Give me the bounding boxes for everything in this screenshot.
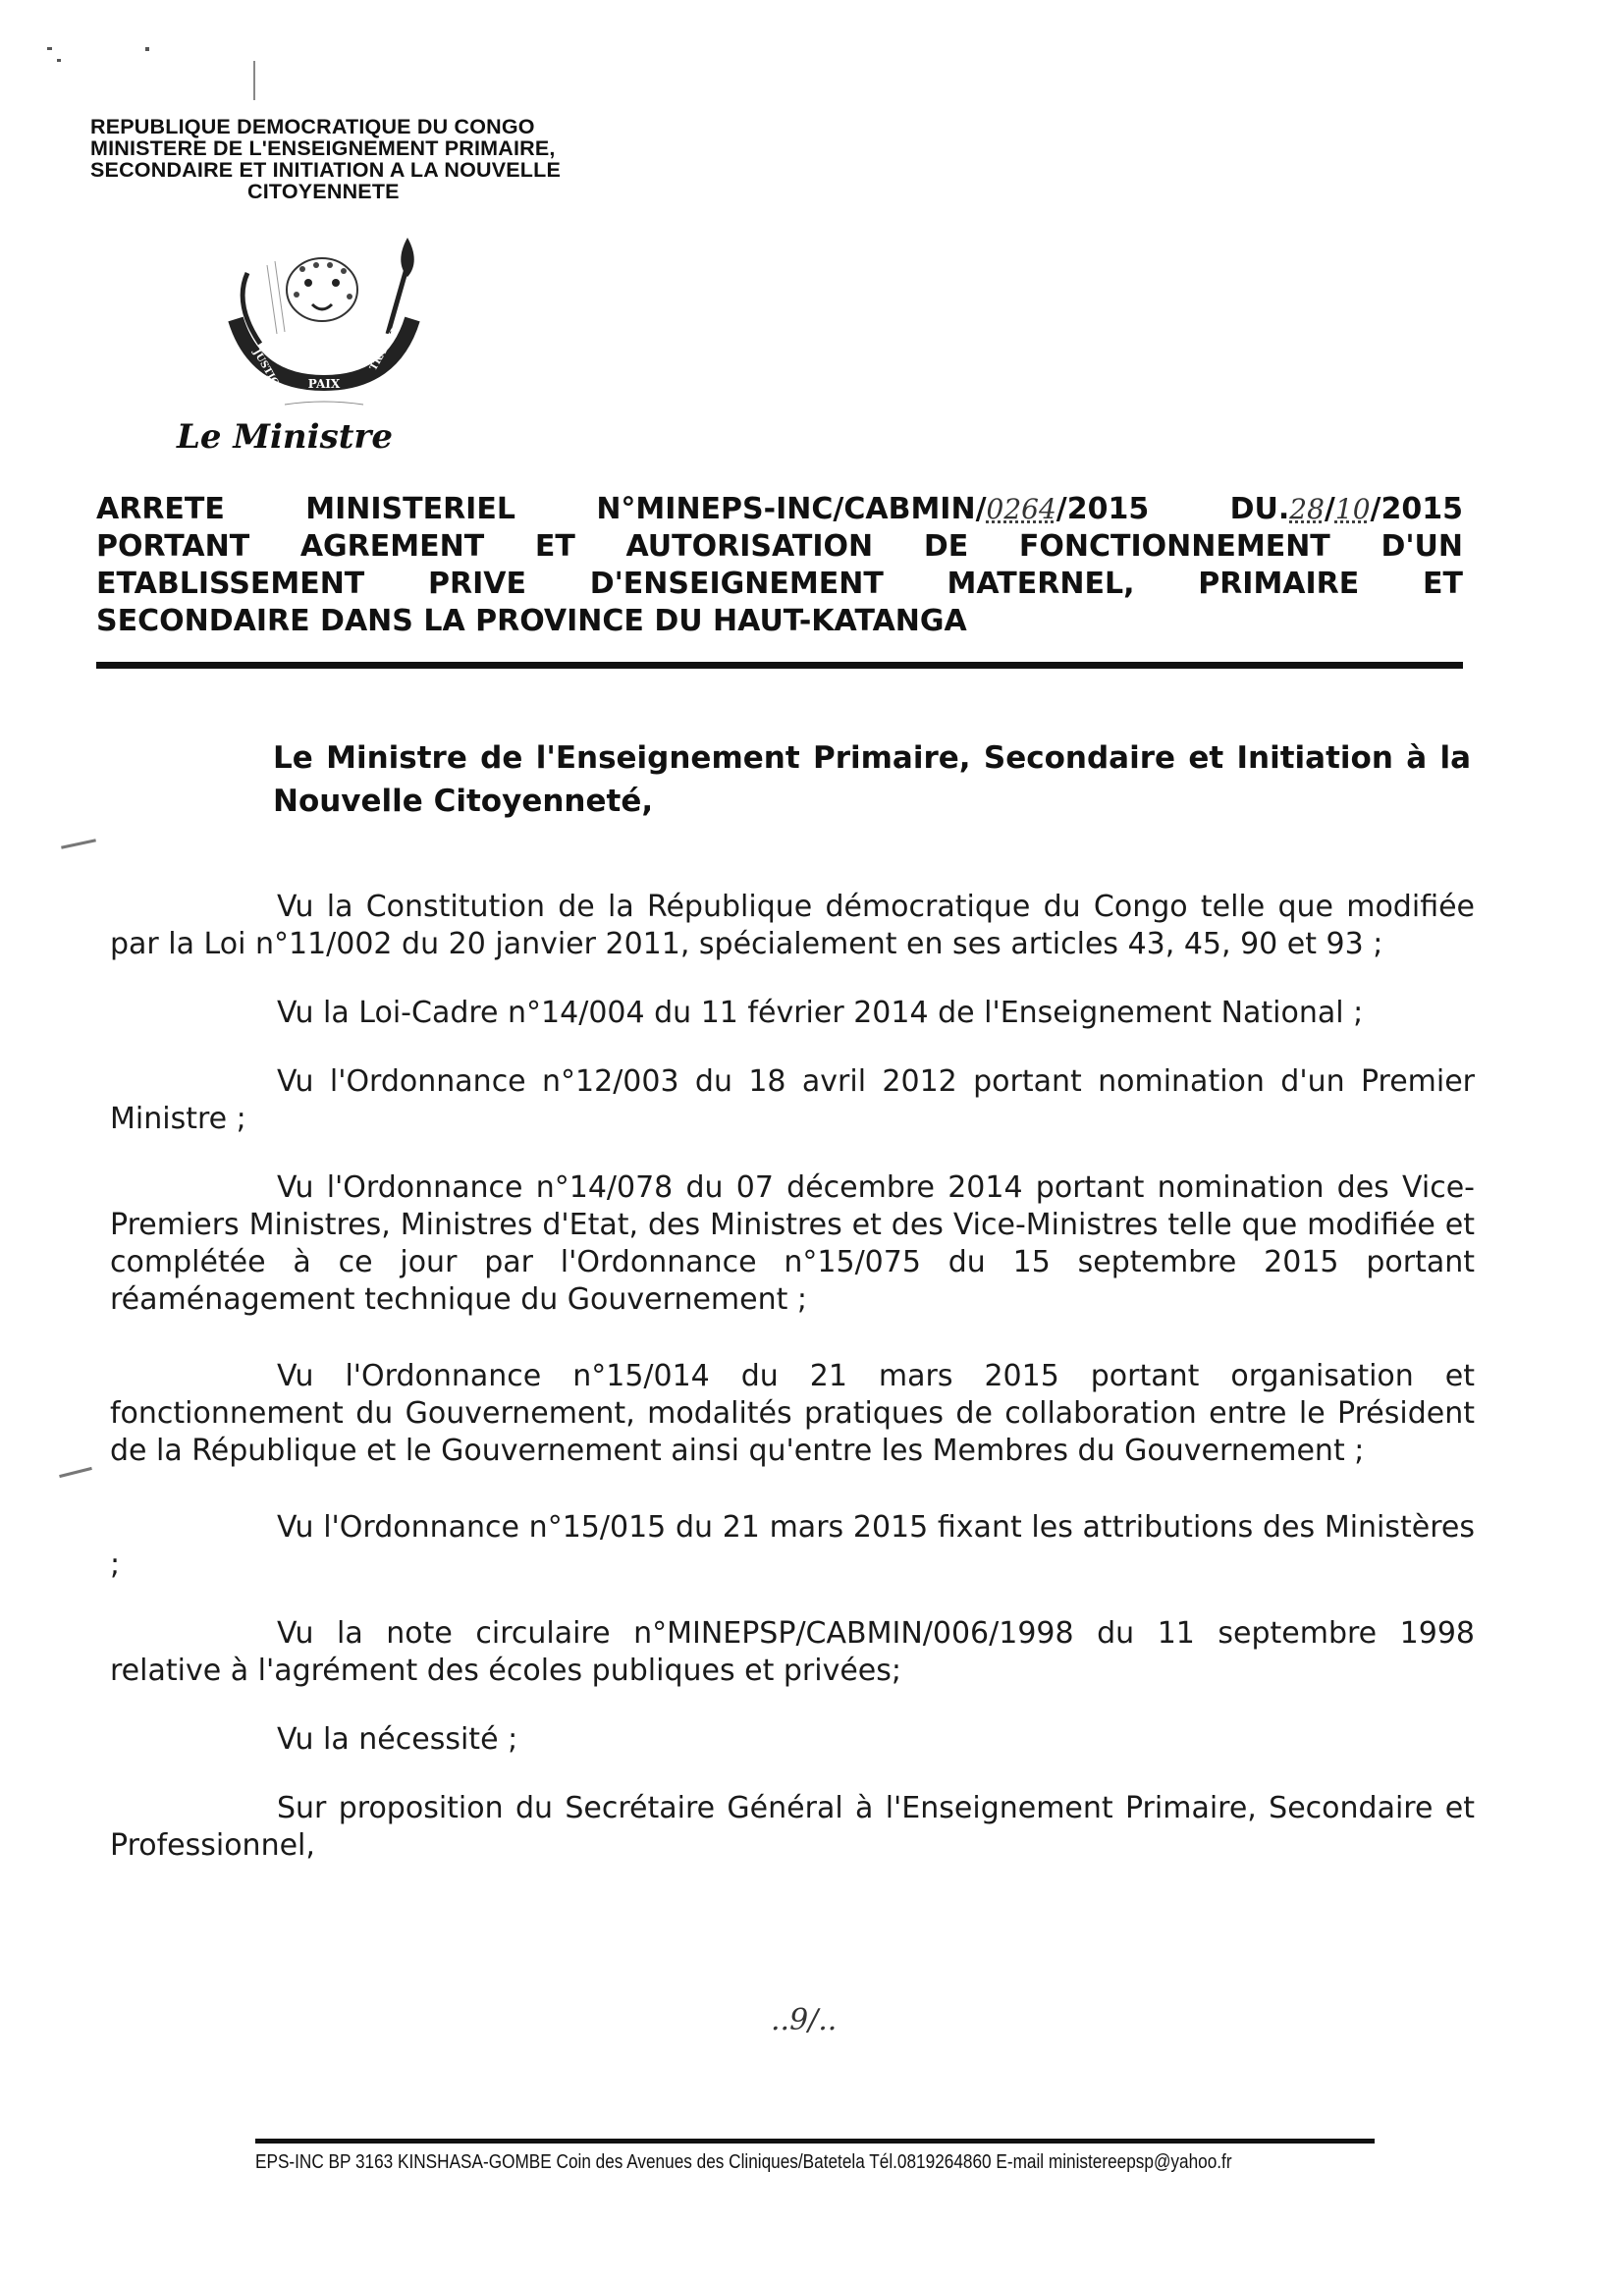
svg-text:TRAVAIL: TRAVAIL — [368, 325, 403, 373]
title-underline — [96, 662, 1463, 669]
title-word: ET — [1423, 567, 1463, 601]
paragraph-proposition: Sur proposition du Secrétaire Général à l'Enseignement Primaire, Secondaire et Professionnel, — [110, 1791, 1475, 1863]
title-word: D'UN — [1380, 529, 1463, 564]
title-word: PRIMAIRE — [1198, 567, 1360, 601]
addressee-word: Le — [273, 740, 313, 776]
addressee-word: la — [1439, 740, 1471, 776]
paragraph-necessite: Vu la nécessité ; — [277, 1722, 518, 1757]
footer-rule — [255, 2139, 1375, 2144]
decree-number-handwritten: 0264 — [986, 493, 1056, 525]
title-word: MINISTERIEL — [305, 492, 515, 526]
decree-body — [110, 889, 1475, 1865]
svg-text:JUSTICE: JUSTICE — [250, 348, 285, 395]
decree-date: DU.28/10/2015 — [1229, 492, 1463, 526]
decree-number: N°MINEPS-INC/CABMIN/0264/2015 — [596, 492, 1150, 526]
addressee-line-2: Nouvelle Citoyenneté, — [273, 784, 654, 819]
title-word: D'ENSEIGNEMENT — [589, 567, 884, 601]
title-line-3 — [96, 566, 1463, 603]
addressee-word: l'Enseignement — [535, 740, 800, 776]
paragraph-ordonnance-12-003: Vu l'Ordonnance n°12/003 du 18 avril 2012 portant nomination d'un Premier Ministre ; — [110, 1064, 1475, 1136]
paragraph-note-circulaire: Vu la note circulaire n°MINEPSP/CABMIN/006/1998 du 11 septembre 1998 relative à l'agrément des écoles publiques et privées; — [110, 1616, 1475, 1688]
letterhead-line-3: SECONDAIRE ET INITIATION A LA NOUVELLE — [90, 158, 562, 182]
minister-heading: Le Ministre — [177, 417, 393, 457]
decree-month-handwritten: 10 — [1334, 493, 1371, 525]
addressee-word: à — [1406, 740, 1428, 776]
title-word: AGREMENT — [299, 529, 485, 564]
title-word: MATERNEL, — [947, 567, 1135, 601]
title-word: AUTORISATION — [625, 529, 874, 564]
paragraph-constitution: Vu la Constitution de la République démocratique du Congo telle que modifiée par la Loi n°11/002 du 20 janvier 2011, spécialement en ses articles 43, 45, 90 et 93 ; — [110, 890, 1475, 961]
addressee-word: Initiation — [1236, 740, 1393, 776]
page-continuation-mark: ..9/.. — [771, 2003, 838, 2037]
letterhead-line-1: REPUBLIQUE DEMOCRATIQUE DU CONGO — [90, 115, 535, 138]
letterhead — [90, 116, 679, 202]
svg-text:PAIX: PAIX — [307, 377, 341, 391]
paragraph-ordonnance-15-014: Vu l'Ordonnance n°15/014 du 21 mars 2015 portant organisation et fonctionnement du Gouvernement, modalités pratiques de collaboration entre le Président de la République et le Gouvernement ainsi qu'entre les Membres du Gouvernement ; — [110, 1359, 1475, 1468]
title-word: DE — [923, 529, 969, 564]
addressee-word: et — [1188, 740, 1224, 776]
paragraph-ordonnance-14-078: Vu l'Ordonnance n°14/078 du 07 décembre 2014 portant nomination des Vice-Premiers Ministres, Ministres d'Etat, des Ministres et des Vice-Ministres telle que modifiée et complétée à ce jour par l'Ordonnance n°15/075 du 15 septembre 2015 portant réaménagement technique du Gouvernement ; — [110, 1170, 1475, 1317]
addressee-word: Ministre — [326, 740, 467, 776]
coat-of-arms-drc-icon — [206, 226, 442, 412]
addressee-word: de — [480, 740, 523, 776]
scan-speck — [59, 1467, 92, 1478]
addressee — [273, 736, 1471, 823]
title-line-1 — [96, 491, 1463, 528]
title-word: FONCTIONNEMENT — [1018, 529, 1330, 564]
title-word: ARRETE — [96, 492, 225, 526]
scan-speck — [47, 47, 52, 50]
letterhead-line-4: CITOYENNETE — [247, 180, 400, 203]
decree-day-handwritten: 28 — [1289, 493, 1325, 525]
decree-title — [96, 491, 1463, 640]
title-line-2 — [96, 528, 1463, 566]
paragraph-ordonnance-15-015: Vu l'Ordonnance n°15/015 du 21 mars 2015 fixant les attributions des Ministères ; — [110, 1510, 1475, 1582]
scan-speck — [57, 59, 61, 62]
title-word: PORTANT — [96, 529, 250, 564]
title-word: ET — [534, 529, 575, 564]
paragraph-loi-cadre: Vu la Loi-Cadre n°14/004 du 11 février 2014 de l'Enseignement National ; — [277, 996, 1364, 1030]
letterhead-line-2: MINISTERE DE L'ENSEIGNEMENT PRIMAIRE, — [90, 136, 556, 160]
addressee-line-1 — [273, 736, 1471, 780]
footer-address: EPS-INC BP 3163 KINSHASA-GOMBE Coin des Avenues des Cliniques/Batetela Tél.0819264860 E-mail ministereepsp@yahoo.fr — [255, 2151, 1232, 2173]
title-line-4: SECONDAIRE DANS LA PROVINCE DU HAUT-KATANGA — [96, 604, 967, 638]
scan-speck — [61, 839, 96, 848]
scan-speck — [145, 47, 149, 51]
addressee-word: Secondaire — [983, 740, 1176, 776]
title-word: ETABLISSEMENT — [96, 567, 365, 601]
title-word: PRIVE — [428, 567, 526, 601]
scan-speck — [253, 61, 255, 100]
addressee-word: Primaire, — [812, 740, 971, 776]
